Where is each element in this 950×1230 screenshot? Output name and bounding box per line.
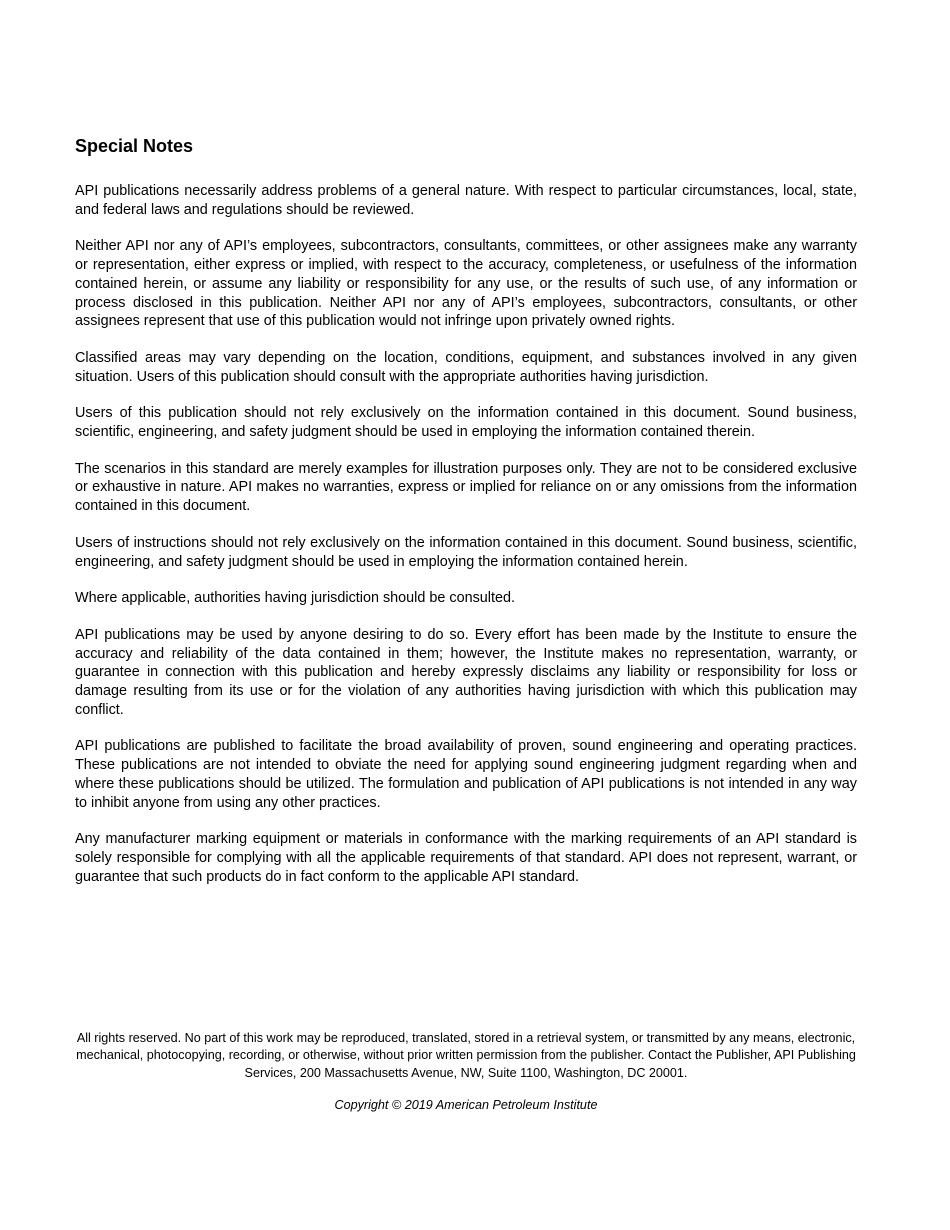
note-paragraph: Neither API nor any of API’s employees, subcontractors, consultants, committees, or other assignees make any warranty or representation, either express or implied, with respect to the accuracy, completeness, or usefulness of the information contained herein, or assume any liability or responsibility for any use, or the results of such use, of any information or process disclosed in this publication. Neither API nor any of API’s employees, subcontractors, consultants, or other assignees represent that use of this publication would not infringe upon privately owned rights. (75, 238, 857, 330)
note-paragraph: API publications are published to facilitate the broad availability of proven, sound engineering and operating practices. These publications are not intended to obviate the need for applying sound engineering judgment regarding when and where these publications should be utilized. The formulation and publication of API publications is not intended in any way to inhibit anyone from using any other practices. (75, 738, 857, 811)
note-paragraph: Classified areas may vary depending on the location, conditions, equipment, and substances involved in any given situation. Users of this publication should consult with the appropriate authorities having jurisdiction. (75, 349, 857, 385)
note-paragraph: The scenarios in this standard are merely examples for illustration purposes only. They are not to be considered exclusive or exhaustive in nature. API makes no warranties, express or implied for reliance on or any omissions from the information contained in this document. (75, 460, 857, 515)
note-paragraph: Users of this publication should not rely exclusively on the information contained in this document. Sound business, scientific, engineering, and safety judgment should be used in employing the information contained therein. (75, 405, 857, 441)
note-paragraph: API publications necessarily address problems of a general nature. With respect to particular circumstances, local, state, and federal laws and regulations should be reviewed. (75, 183, 857, 218)
notes-body (75, 182, 857, 904)
note-paragraph: Where applicable, authorities having jurisdiction should be consulted. (75, 590, 515, 607)
rights-text: All rights reserved. No part of this work may be reproduced, translated, stored in a retrieval system, or transmitted by any means, electronic, mechanical, photocopying, recording, or otherwise, without prior written permission from the publisher. Contact the Publisher, API Publishing Services, 200 Massachusetts Avenue, NW, Suite 1100, Washington, DC 20001. (76, 1031, 856, 1080)
page-title: Special Notes (75, 136, 194, 156)
rights-notice (70, 1030, 862, 1082)
note-paragraph: API publications may be used by anyone desiring to do so. Every effort has been made by the Institute to ensure the accuracy and reliability of the data contained in them; however, the Institute makes no representation, warranty, or guarantee in connection with this publication and hereby expressly disclaims any liability or responsibility for loss or damage resulting from its use or for the violation of any authorities having jurisdiction with which this publication may conflict. (75, 626, 857, 718)
note-paragraph: Any manufacturer marking equipment or materials in conformance with the marking requirements of an API standard is solely responsible for complying with all the applicable requirements of that standard. API does not represent, warrant, or guarantee that such products do in fact conform to the applicable API standard. (75, 831, 857, 885)
note-paragraph: Users of instructions should not rely exclusively on the information contained in this document. Sound business, scientific, engineering, and safety judgment should be used in employing the information contained herein. (75, 534, 857, 570)
copyright-line: Copyright © 2019 American Petroleum Institute (334, 1098, 598, 1112)
